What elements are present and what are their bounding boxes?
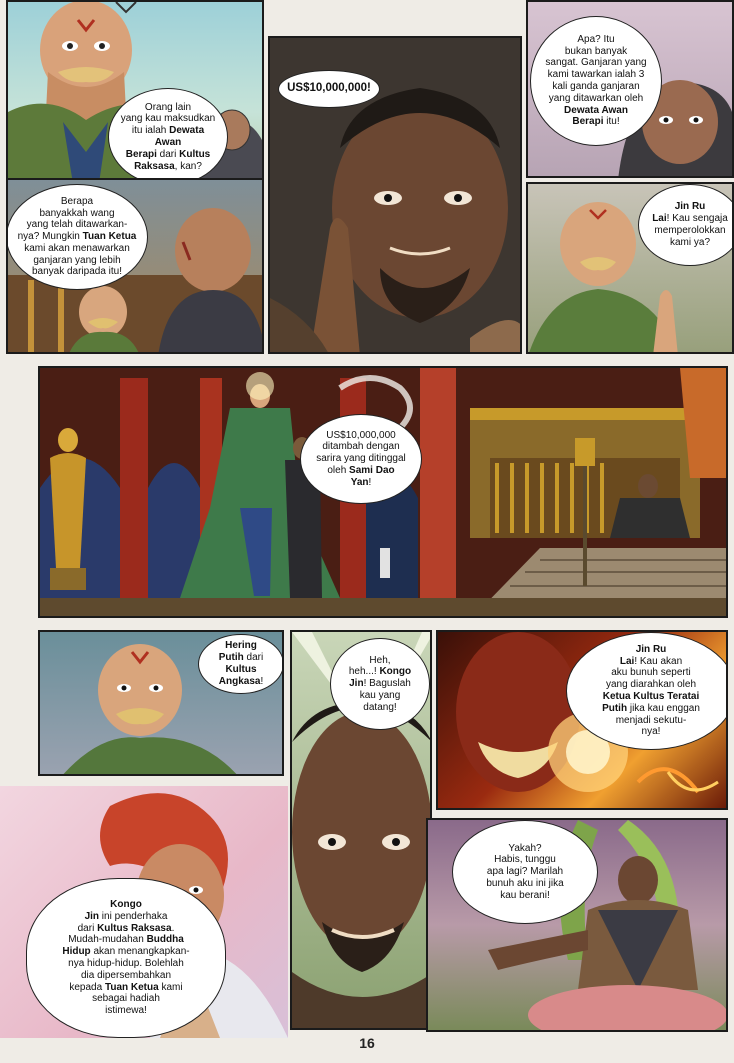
speech-bubble: US$10,000,000! (278, 70, 380, 108)
panel-7 (38, 630, 284, 776)
panel-8 (290, 630, 432, 1030)
speech-bubble: Heh, heh...! Kongo Jin! Baguslah kau yang datang! (330, 638, 430, 730)
panel-1 (6, 0, 264, 188)
panel-4 (526, 0, 734, 178)
panel-3 (268, 36, 522, 354)
panel-5 (526, 182, 734, 354)
speech-bubble: Jin Ru Lai! Kau akan aku bunuh seperti yang diarahkan oleh Ketua Kultus Teratai Putih jika kau enggan menjadi sekutu- nya! (566, 632, 728, 750)
panel-2 (6, 178, 264, 354)
page-number: 16 (359, 1035, 375, 1051)
panel-6 (38, 366, 728, 618)
speech-bubble: US$10,000,000 ditambah dengan sarira yang ditinggal oleh Sami Dao Yan! (300, 414, 422, 504)
speech-bubble: Hering Putih dari Kultus Angkasa! (198, 634, 284, 694)
panel-12 (426, 818, 728, 1032)
speech-bubble: Apa? Itu bukan banyak sangat. Ganjaran yang kami tawarkan ialah 3 kali ganda ganjaran yang ditawarkan oleh Dewata Awan Berapi itu! (530, 16, 662, 146)
speech-bubble: Orang lain yang kau maksudkan itu ialah Dewata Awan Berapi dari Kultus Raksasa, kan? (108, 88, 228, 186)
speech-bubble: Yakah? Habis, tunggu apa lagi? Marilah bunuh aku ini jika kau berani! (452, 820, 598, 924)
speech-bubble: Berapa banyakkah wang yang telah ditawarkan- nya? Mungkin Tuan Ketua kami akan menawarkan ganjaran yang lebih banyak daripada itu! (6, 184, 148, 290)
panel-9 (436, 630, 728, 810)
speech-bubble: Jin Ru Lai! Kau sengaja memperolokkan kami ya? (638, 184, 734, 266)
panel-10 (0, 786, 288, 1038)
speech-bubble: Kongo Jin ini penderhaka dari Kultus Raksasa. Mudah-mudahan Buddha Hidup akan menangkapkan- nya hidup-hidup. Bolehlah dia dipersembahkan kepada Tuan Ketua kami sebagai hadiah istimewa! (26, 878, 226, 1038)
